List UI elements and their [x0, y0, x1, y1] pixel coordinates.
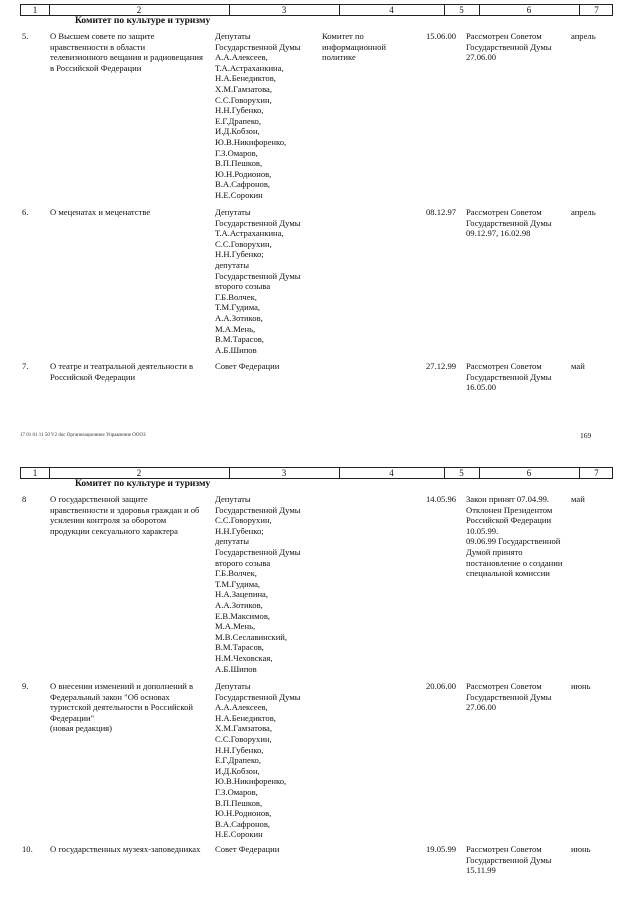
bill-authors: Депутаты Государственной Думы Т.А.Астраханкина, С.С.Говорухин, Н.Н.Губенко; депутаты Государственной Думы второго созыва Г.Б.Волчек, Т.М.Гудима, А.А.Зотиков, М.А.Мень, В.М.Тарасов, А.Б.Шипов [215, 207, 301, 355]
column-number: 2 [136, 5, 142, 15]
column-number: 1 [32, 5, 38, 15]
submission-date: 27.12.99 [426, 361, 457, 371]
column-number: 4 [389, 468, 394, 478]
submission-date: 14.05.96 [426, 494, 457, 504]
column-header-row [20, 467, 613, 479]
bill-authors: Депутаты Государственной Думы С.С.Говорухин, Н.Н.Губенко; депутаты Государственной Думы второго созыва Г.Б.Волчек, Т.М.Гудима, Н.А.Зацепина, А.А.Зотиков, Е.В.Максимов, М.А.Мень, М.В.Сеславинский, В.М.Тарасов, Н.М.Чеховская, А.Б.Шипов [215, 494, 301, 674]
row-number: 8 [22, 494, 27, 504]
bill-authors: Совет Федерации [215, 361, 280, 371]
bill-status: Закон принят 07.04.99. Отклонен Президентом Российской Федерации 10.05.99. 09.06.99 Государственной Думой принято постановление о создании специальной комиссии [466, 494, 563, 579]
bill-authors: Депутаты Государственной Думы А.А.Алексеев, Т.А.Астраханкина, Н.А.Бенедиктов, Х.М.Гамзатова, С.С.Говорухин, Н.Н.Губенко, Е.Г.Драпеко, И.Д.Кобзон, Ю.В.Никифоренко, Г.З.Омаров, В.П.Пешков, Ю.Н.Родионов, В.А.Сафронов, Н.Е.Сорокин [215, 31, 301, 200]
planned-month: май [571, 494, 585, 504]
row-number: 6. [22, 207, 29, 217]
row-number: 5. [22, 31, 29, 41]
bill-title: О меценатах и меценатстве [50, 207, 151, 217]
planned-month: июнь [571, 681, 591, 691]
planned-month: июнь [571, 844, 591, 854]
column-number: 5 [459, 5, 464, 15]
column-number: 3 [281, 5, 287, 15]
submission-date: 15.06.00 [426, 31, 457, 41]
planned-month: апрель [571, 31, 596, 41]
column-number: 3 [281, 468, 287, 478]
bill-authors: Совет Федерации [215, 844, 280, 854]
document-footer: 17 01 01 11 50 V2 doc Организационное Управление ОООЗ [20, 433, 146, 438]
column-number: 4 [389, 5, 394, 15]
submission-date: 19.05.99 [426, 844, 457, 854]
planned-month: апрель [571, 207, 596, 217]
category-heading: Комитет по культуре и туризму [75, 479, 211, 489]
bill-title: О театре и театральной деятельности в Российской Федерации [50, 361, 194, 382]
bill-title: О государственной защите нравственности и здоровья граждан и об усилении контроля за оборотом продукции сексуального характера [50, 494, 200, 536]
bill-title: О внесении изменений и дополнений в Федеральный закон "Об основах туристской деятельности в Российской Федерации" (новая редакция) [50, 681, 194, 734]
row-number: 10. [22, 844, 33, 854]
row-number: 9. [22, 681, 29, 691]
column-number: 6 [526, 468, 532, 478]
column-number: 7 [594, 5, 599, 15]
submission-date: 20.06.00 [426, 681, 457, 691]
bill-status: Рассмотрен Советом Государственной Думы 16.05.00 [466, 361, 552, 393]
column-number: 6 [526, 5, 532, 15]
bill-status: Рассмотрен Советом Государственной Думы 27.06.00 [466, 31, 552, 63]
bill-status: Рассмотрен Советом Государственной Думы 09.12.97, 16.02.98 [466, 207, 552, 239]
column-number: 2 [136, 468, 142, 478]
planned-month: май [571, 361, 585, 371]
row-number: 7. [22, 361, 29, 371]
bill-title: О государственных музеях-заповедниках [50, 844, 201, 854]
bill-status: Рассмотрен Советом Государственной Думы 15.11.99 [466, 844, 552, 876]
responsible-committee: Комитет по информационной политике [322, 31, 387, 63]
bill-status: Рассмотрен Советом Государственной Думы 27.06.00 [466, 681, 552, 713]
category-heading: Комитет по культуре и туризму [75, 16, 211, 26]
column-number: 7 [594, 468, 599, 478]
column-number: 5 [459, 468, 464, 478]
bill-authors: Депутаты Государственной Думы А.А.Алексеев, Н.А.Бенедиктов, Х.М.Гамзатова, С.С.Говорухин, Н.Н.Губенко, Е.Г.Драпеко, И.Д.Кобзон, Ю.В.Никифоренко, Г.З.Омаров, В.П.Пешков, Ю.Н.Родионов, В.А.Сафронов, Н.Е.Сорокин [215, 681, 301, 840]
bill-title: О Высшем совете по защите нравственности в области телевизионного вещания и радиовещания в Российской Федерации [50, 31, 203, 73]
column-number: 1 [32, 468, 38, 478]
page-number: 169 [580, 431, 592, 440]
submission-date: 08.12.97 [426, 207, 457, 217]
column-header-row [20, 4, 613, 16]
